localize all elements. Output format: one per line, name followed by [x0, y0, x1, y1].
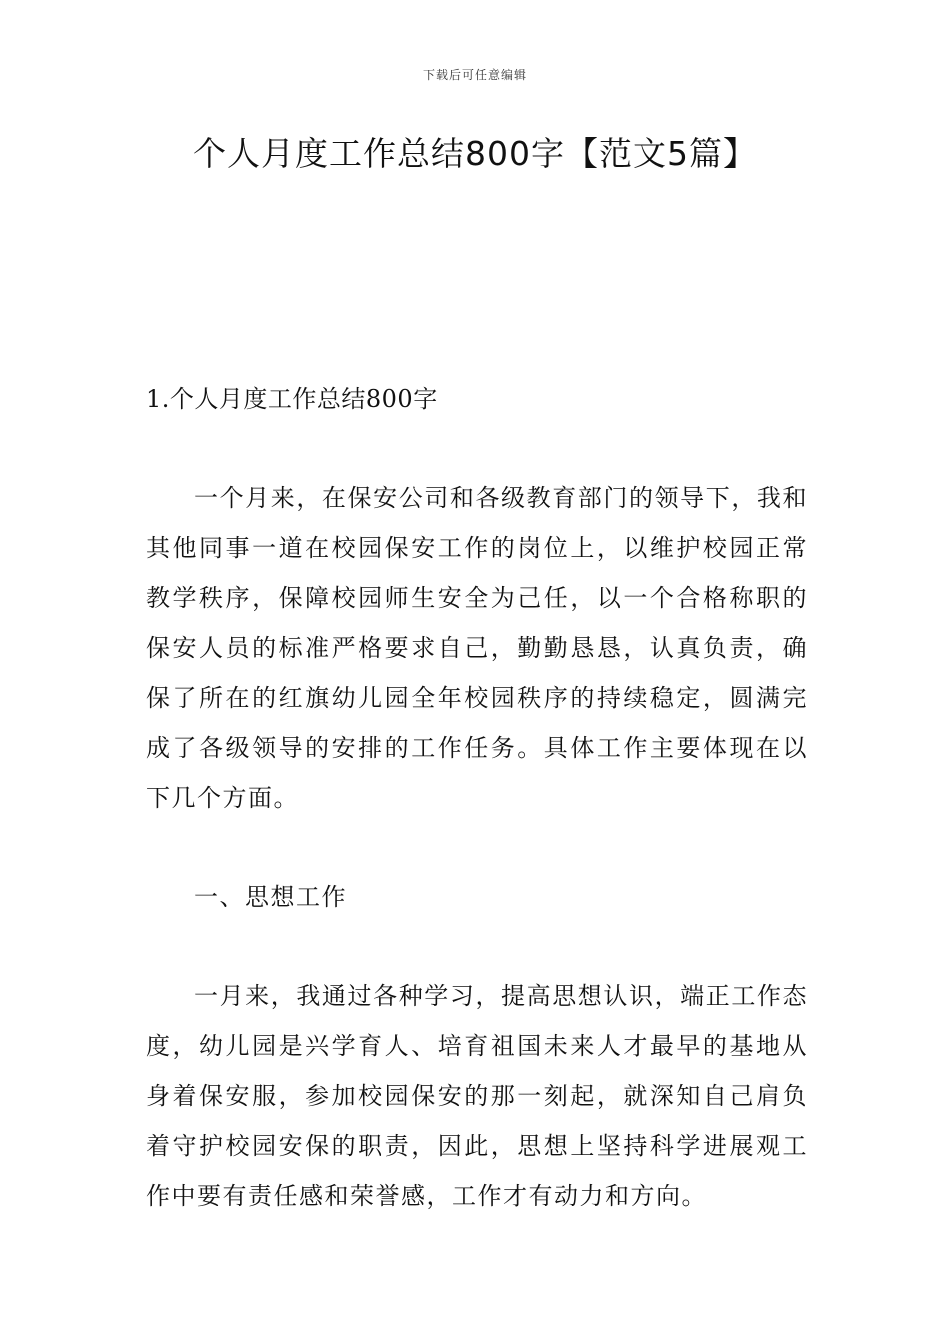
header-note: 下载后可任意编辑 — [422, 68, 527, 82]
document-title: 个人月度工作总结800字【范文5篇】 — [193, 134, 757, 173]
paragraph-ideology: 一月来，我通过各种学习，提高思想认识，端正工作态度，幼儿园是兴学育人、培育祖国未来人才最早的基地从身着保安服，参加校园保安的那一刻起，就深知自己肩负着守护校园安保的职责，因此，思想上坚持科学进展观工作中要有责任感和荣誉感，工作才有动力和方向。 — [146, 982, 808, 1210]
section-heading: 1.个人月度工作总结800字 — [146, 385, 438, 413]
paragraph-intro: 一个月来，在保安公司和各级教育部门的领导下，我和其他同事一道在校园保安工作的岗位上，以维护校园正常教学秩序，保障校园师生安全为己任，以一个合格称职的保安人员的标准严格要求自己，勤勤恳恳，认真负责，确保了所在的红旗幼儿园全年校园秩序的持续稳定，圆满完成了各级领导的安排的工作任务。具体工作主要体现在以下几个方面。 — [146, 484, 808, 812]
sub-heading-ideology: 一、思想工作 — [194, 883, 347, 911]
